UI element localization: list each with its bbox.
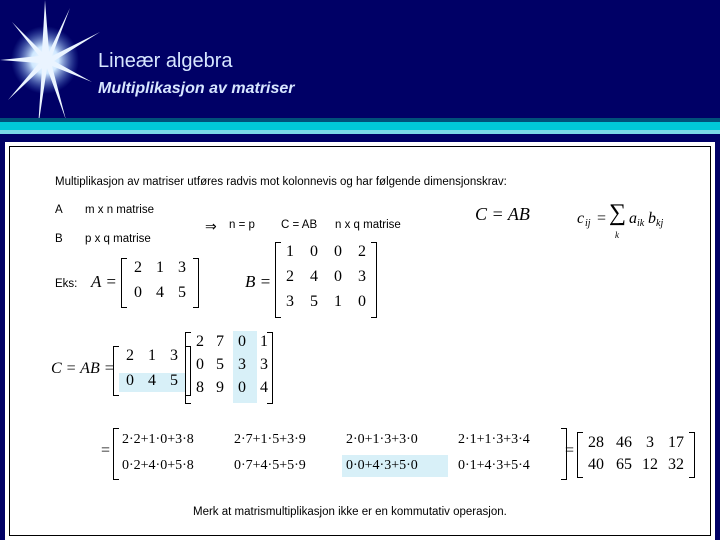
matrix-a-cell: 2 <box>134 259 142 276</box>
matrix-b-cell: 1 <box>286 243 294 260</box>
row-a-label: A <box>55 204 63 216</box>
matrix-a-cell: 5 <box>178 284 186 301</box>
expanded-cell: 2·1+1·3+3·4 <box>458 432 530 447</box>
matrix-b-cell: 2 <box>358 243 366 260</box>
expanded-cell: 2·0+1·3+3·0 <box>346 432 418 447</box>
matrix-b-cell: 3 <box>260 356 268 373</box>
matrix-b-cell: 1 <box>260 333 268 350</box>
row-b-label: B <box>55 233 63 245</box>
implies-arrow-icon: ⇒ <box>205 218 217 234</box>
matrix-a-cell: 4 <box>148 372 156 389</box>
matrix-b-cell: 0 <box>310 243 318 260</box>
expanded-cell: 2·7+1·5+3·9 <box>234 432 306 447</box>
matrix-b-cell: 7 <box>216 333 224 350</box>
matrix-b-cell: 9 <box>216 379 224 396</box>
row-a-dim: m x n matrise <box>85 204 155 216</box>
formula-eq: = <box>597 210 607 227</box>
cond-np: n = p <box>229 219 255 231</box>
result-cell: 65 <box>616 456 632 473</box>
c-label: C = AB = <box>51 360 115 377</box>
slide-subtitle: Multiplikasjon av matriser <box>98 80 295 97</box>
stripe-cyan <box>0 122 720 130</box>
result-cell: 17 <box>668 434 684 451</box>
row-b-dim: p x q matrise <box>85 233 151 245</box>
sum-icon: ∑ <box>609 200 627 226</box>
slide-title: Lineær algebra <box>98 50 233 72</box>
matrix-b-cell: 5 <box>216 356 224 373</box>
matrix-b-cell: 1 <box>334 293 342 310</box>
formula-a: a <box>629 210 637 227</box>
result-cell: 28 <box>588 434 604 451</box>
matrix-b-cell: 2 <box>286 268 294 285</box>
result-cell: 32 <box>668 456 684 473</box>
equals-sign: = <box>101 442 111 459</box>
matrix-b-cell: 0 <box>196 356 204 373</box>
cond-cab: C = AB <box>281 219 318 231</box>
matrix-b-cell: 0 <box>238 333 246 350</box>
matrix-b-cell: 4 <box>260 379 268 396</box>
matrix-a-cell: 0 <box>126 372 134 389</box>
matrix-b-cell: 0 <box>358 293 366 310</box>
star-logo-icon <box>0 0 110 130</box>
equals-sign-2: = <box>565 442 575 459</box>
matrix-b-cell: 8 <box>196 379 204 396</box>
matrix-a-cell: 4 <box>156 284 164 301</box>
expanded-cell: 2·2+1·0+3·8 <box>122 432 194 447</box>
formula-b: b <box>648 210 656 227</box>
expanded-matrix <box>113 428 567 480</box>
expanded-cell: 0·0+4·3+5·0 <box>346 458 418 473</box>
matrix-a-example <box>113 346 191 396</box>
eks-label: Eks: <box>55 278 78 290</box>
formula-kj: kj <box>656 218 664 229</box>
matrix-a-cell: 3 <box>170 347 178 364</box>
result-cell: 46 <box>616 434 632 451</box>
matrix-b <box>275 242 377 318</box>
matrix-b-example <box>185 332 273 404</box>
a-label: A = <box>91 272 117 291</box>
expanded-cell: 0·2+4·0+5·8 <box>122 458 194 473</box>
matrix-b-cell: 3 <box>238 356 246 373</box>
matrix-b-cell: 0 <box>238 379 246 396</box>
matrix-a-cell: 1 <box>156 259 164 276</box>
expanded-cell: 0·1+4·3+5·4 <box>458 458 530 473</box>
matrix-b-cell: 3 <box>358 268 366 285</box>
content-panel <box>5 142 715 540</box>
expanded-cell: 0·7+4·5+5·9 <box>234 458 306 473</box>
stripe-light <box>0 130 720 134</box>
matrix-a-cell: 3 <box>178 259 186 276</box>
matrix-a <box>121 258 199 308</box>
formula-cij: c <box>577 210 585 227</box>
matrix-b-cell: 2 <box>196 333 204 350</box>
b-label: B = <box>245 272 272 291</box>
formula-ik: ik <box>637 218 645 229</box>
result-cell: 12 <box>642 456 658 473</box>
matrix-a-cell: 5 <box>170 372 178 389</box>
intro-text: Multiplikasjon av matriser utføres radvis mot kolonnevis og har følgende dimensjonskrav: <box>55 176 507 188</box>
matrix-b-cell: 4 <box>310 268 318 285</box>
matrix-b-cell: 0 <box>334 268 342 285</box>
footer-note: Merk at matrismultiplikasjon ikke er en kommutativ operasjon. <box>193 506 507 518</box>
result-cell: 3 <box>646 434 654 451</box>
matrix-b-cell: 3 <box>286 293 294 310</box>
matrix-b-cell: 0 <box>334 243 342 260</box>
formula-k: k <box>615 230 619 240</box>
matrix-b-cell: 5 <box>310 293 318 310</box>
result-matrix <box>577 432 695 478</box>
formula-c-ab: C = AB <box>475 204 530 224</box>
matrix-a-cell: 0 <box>134 284 142 301</box>
matrix-a-cell: 1 <box>148 347 156 364</box>
matrix-a-cell: 2 <box>126 347 134 364</box>
result-cell: 40 <box>588 456 604 473</box>
cond-result: n x q matrise <box>335 219 401 231</box>
formula-ij: ij <box>585 218 591 229</box>
